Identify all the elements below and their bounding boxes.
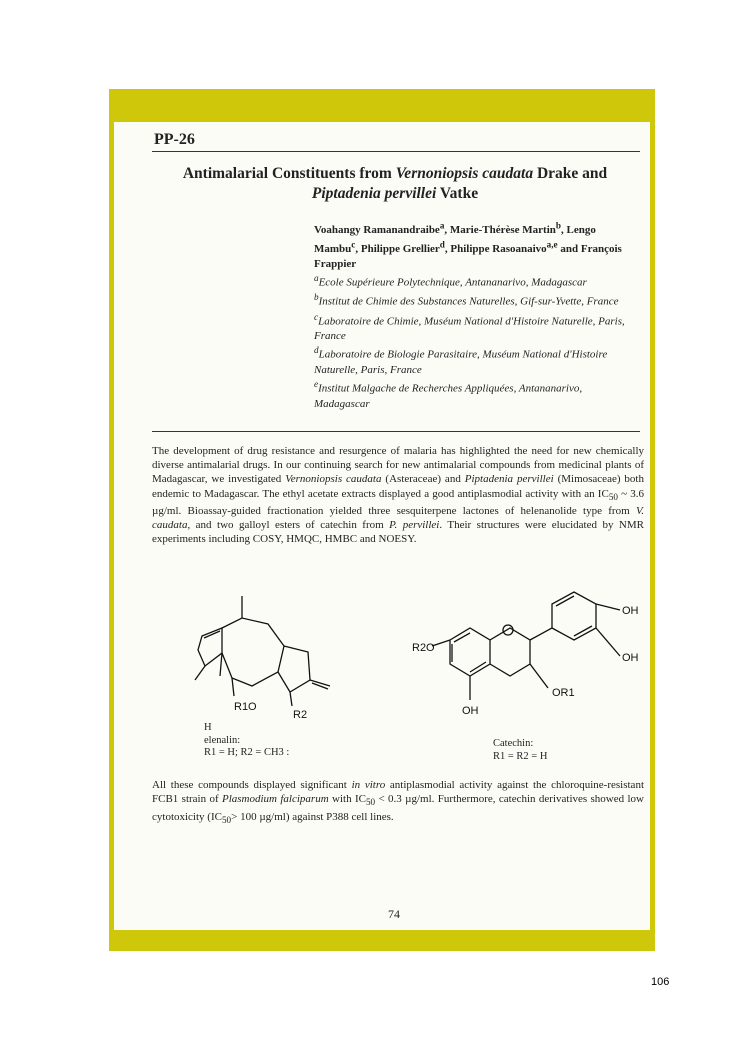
abstract-text: The development of drug resistance and resurgence of malaria has highlighted the need for new chemically diverse antimalarial drugs. In our continuing search for new antimalarial compounds from medicinal plants of Madagascar, we investigated Vernoniopsis caudata (Asteraceae) and Piptadenia pervillei (Mimosaceae) both endemic to Madagascar. The ethyl acetate extracts displayed a good antiplasmodial activity with an $IC_{50}$ ~ 3.6 µg/ml. Bioassay-guided fractionation yielded three sesquiterpene lactones of helenanolide type from V. caudata, and two galloyl esters of catechin from P. pervillei. Their structures were elucidated by NMR experiments including COSY, HMQC, HMBC and NOESY. — [152, 445, 645, 546]
oh-bond-mid — [596, 628, 620, 656]
cyclopentenone-ring — [198, 628, 222, 666]
label-r2: R2 — [293, 709, 308, 721]
label-r1o: R1O — [234, 701, 257, 713]
paper-title: Antimalarial Constituents from Vernoniopsis caudata Drake and Piptadenia pervillei Vatke — [182, 165, 608, 202]
label-or1: OR1 — [552, 687, 575, 699]
affiliation-c: $^c$Laboratoire de Chimie, Muséum National d'Histoire Naturelle, Paris, France — [314, 311, 625, 342]
conclusion-text: All these compounds displayed significant in vitro antiplasmodial activity against the chloroquine-resistant FCB1 strain of Plasmodium falciparum with $IC_{50} < 0.3$ µg/ml. Furthermore, catechin derivatives showed low cytotoxicity ($IC_{50}> 100$ µg/ml) against P388 cell lines. — [152, 779, 644, 825]
b-ring — [530, 592, 596, 640]
label-r2o: R2O — [412, 642, 435, 654]
affiliation-d: $^d$Laboratoire de Biologie Parasitaire, Muséum National d'Histoire Naturelle, Paris, France — [314, 345, 608, 376]
affiliation-a: $^a$Ecole Supérieure Polytechnique, Antananarivo, Madagascar — [314, 273, 587, 289]
label-oh-mid: OH — [622, 652, 639, 664]
seven-membered-ring — [222, 618, 284, 686]
ketone-bond — [195, 666, 205, 680]
label-oh-bottom: OH — [462, 705, 479, 717]
author-block — [314, 218, 634, 411]
helenalin-caption: H elenalin: R1 = H; R2 = CH3 : — [204, 722, 290, 758]
abstract-code: PP-26 — [154, 131, 195, 148]
section-rule — [152, 431, 640, 432]
oh-bond-top — [596, 604, 620, 610]
author-list: Voahangy Ramanandraibe$^a$, Marie-Thérèse Martin$^b$, Lengo Mambu$^c$, Philippe Grellier$^d$, Philippe Rasoanaivo$^{a,e}$ and François Frappier — [314, 220, 622, 270]
affiliation-b: $^b$Institut de Chimie des Substances Naturelles, Gif-sur-Yvette, France — [314, 292, 619, 308]
angular-methyl — [220, 653, 222, 676]
document-page-number: 106 — [651, 976, 670, 988]
scan-page-number: 74 — [388, 907, 400, 921]
label-oh-top: OH — [622, 605, 639, 617]
r2o-bond — [432, 640, 450, 646]
r2-bond — [290, 692, 292, 706]
ring-oxygen-mark — [503, 625, 513, 635]
or1-bond — [530, 664, 548, 688]
catechin-caption: Catechin: R1 = R2 = H — [493, 738, 548, 762]
chemical-structures — [150, 588, 650, 728]
affiliation-e: $^e$Institut Malgache de Recherches Appliquées, Antananarivo, Madagascar — [314, 379, 583, 410]
a-ring — [450, 628, 490, 676]
r1o-bond — [232, 678, 234, 696]
header-rule — [152, 151, 640, 152]
